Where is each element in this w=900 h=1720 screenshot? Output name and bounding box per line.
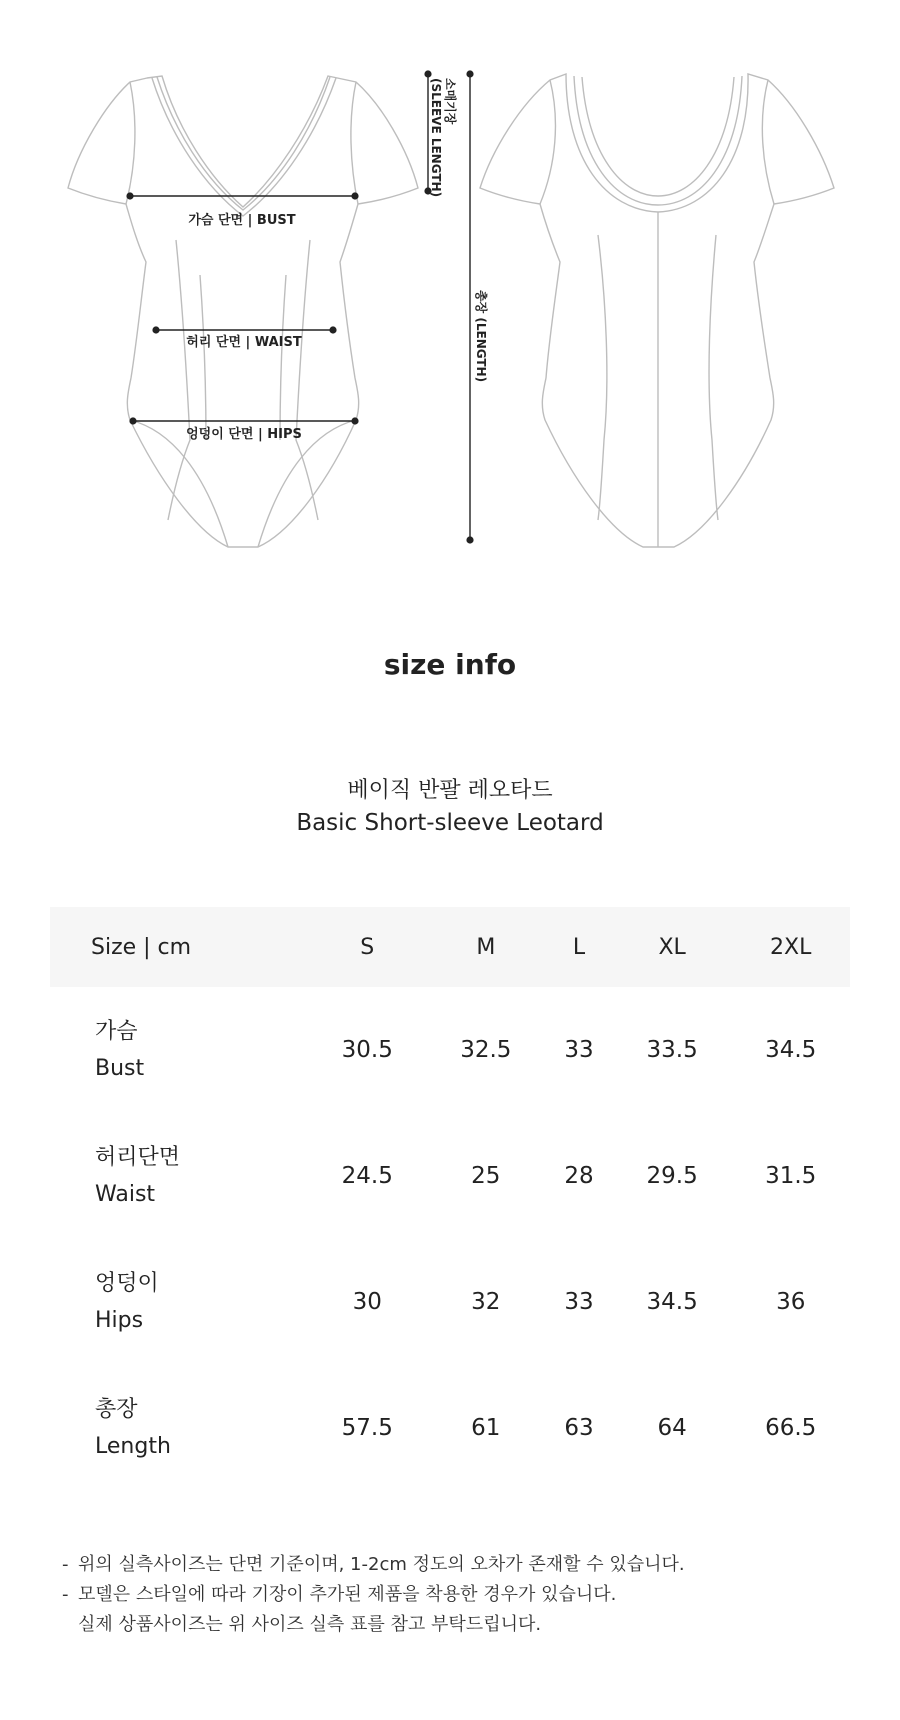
row-label-ko: 가슴 [95,1019,138,1044]
table-cell: 33 [564,1037,594,1063]
back-seam-right [709,235,718,520]
note-text: 위의 실측사이즈는 단면 기준이며, 1-2cm 정도의 오차가 존재할 수 있습니다. [78,1554,685,1575]
bust-marker-left [126,192,133,199]
table-row [50,1239,850,1365]
hips-marker-left [129,417,136,424]
header-size: S [360,934,375,960]
front-seam-right-2 [280,275,286,440]
bust-label: 가슴 단면 | BUST [188,213,296,228]
product-name-ko: 베이직 반팔 레오타드 [347,778,553,803]
table-cell: 34.5 [646,1289,698,1315]
table-cell: 64 [657,1415,687,1441]
table-cell: 31.5 [765,1163,817,1189]
hips-marker-right [351,417,358,424]
waist-label: 허리 단면 | WAIST [186,335,302,350]
table-cell: 57.5 [341,1415,393,1441]
header-size: L [572,934,586,960]
waist-marker-left [152,326,159,333]
front-sleeve-seam-right [351,82,358,204]
header-size: M [476,934,496,960]
bust-marker-right [351,192,358,199]
row-label [50,1113,308,1239]
table-cell: 28 [564,1163,594,1189]
header-size: XL [658,934,686,960]
row-label-ko: 총장 [95,1397,138,1422]
row-label [50,1365,308,1491]
size-table [50,907,850,1491]
front-seam-left-2 [200,275,206,440]
row-label [50,1239,308,1365]
table-cell: 32 [471,1289,501,1315]
table-cell: 61 [471,1415,501,1441]
back-sleeve-seam-left [540,80,555,204]
table-cell: 30.5 [341,1037,393,1063]
note-continuation: 실제 상품사이즈는 위 사이즈 실측 표를 참고 부탁드립니다. [78,1614,542,1635]
table-cell: 25 [471,1163,501,1189]
product-name-en: Basic Short-sleeve Leotard [296,810,604,836]
row-label-en: Hips [95,1308,144,1333]
note-dash: - [62,1584,69,1605]
table-cell: 33 [564,1289,594,1315]
row-label-en: Waist [95,1182,156,1207]
front-sleeve-seam-left [126,82,135,204]
table-cell: 66.5 [765,1415,817,1441]
row-label-en: Length [95,1434,171,1459]
back-neck-band-2 [582,77,734,196]
back-sleeve-seam-right [762,80,774,204]
notes [62,1550,685,1640]
total-length-label: 총장 (LENGTH) [474,290,488,383]
front-seam-right [296,240,318,520]
note-item [62,1580,685,1610]
table-cell: 36 [776,1289,806,1315]
table-row [50,1365,850,1491]
page-title: size info [383,648,517,681]
row-label-en: Bust [95,1056,145,1081]
table-row [50,987,850,1113]
size-diagram [0,0,900,560]
note-text: 모델은 스타일에 따라 기장이 추가된 제품을 착용한 경우가 있습니다. [78,1584,617,1605]
back-seam-left [598,235,607,520]
length-marker-top [466,70,473,77]
sleeve-length-label-ko: 소매기장 [443,78,457,125]
header-size-unit: Size | cm [91,934,192,960]
front-seam-left [168,240,190,520]
sleeve-length-label-en: (SLEEVE LENGTH) [429,78,443,198]
front-neck-band-1 [157,77,330,210]
row-label-ko: 허리단면 [95,1145,181,1170]
table-cell: 24.5 [341,1163,393,1189]
length-marker-bottom [466,536,473,543]
table-header-row [50,907,850,987]
hips-label: 엉덩이 단면 | HIPS [186,427,302,442]
sleeve-marker-top [424,70,431,77]
table-cell: 32.5 [460,1037,512,1063]
table-cell: 29.5 [646,1163,698,1189]
front-outline [68,76,418,547]
table-cell: 63 [564,1415,594,1441]
table-cell: 30 [352,1289,382,1315]
back-outline [480,74,834,547]
table-row [50,1113,850,1239]
waist-marker-right [329,326,336,333]
table-cell: 33.5 [646,1037,698,1063]
header-size: 2XL [770,934,812,960]
row-label-ko: 엉덩이 [95,1271,159,1296]
note-item [62,1550,685,1580]
row-label [50,987,308,1113]
table-cell: 34.5 [765,1037,817,1063]
back-neck-band-1 [574,76,742,205]
note-dash: - [62,1554,69,1575]
